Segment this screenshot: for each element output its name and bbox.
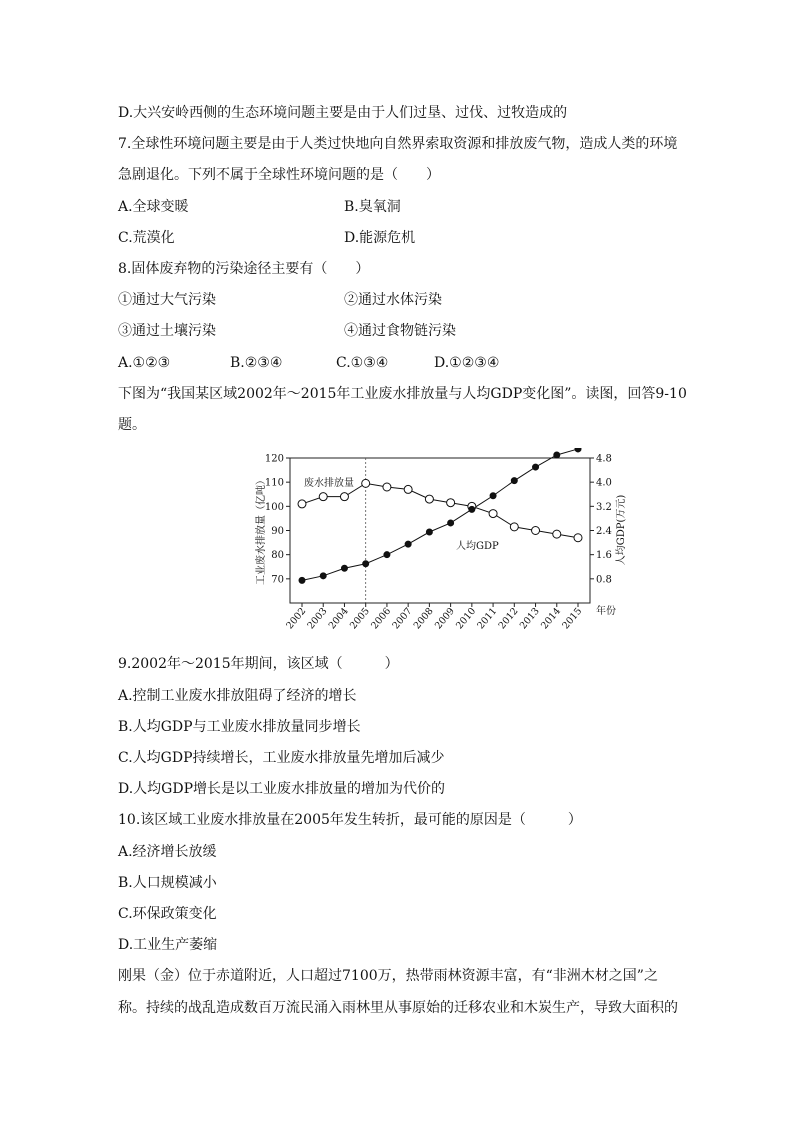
y-right-tick-label: 4.8	[596, 453, 612, 465]
q7-stem-line2: 急剧退化。下列不属于全球性环境问题的是（ ）	[118, 167, 440, 183]
gdp-point	[554, 452, 560, 458]
gdp-point	[405, 541, 411, 547]
q10-option-b: B.人口规模减小	[118, 875, 217, 891]
gdp-point	[299, 577, 305, 583]
y-left-tick-label: 110	[264, 477, 284, 489]
wastewater-point	[574, 534, 582, 542]
x-tick-label: 2004	[326, 605, 351, 632]
gdp-point	[533, 464, 539, 470]
q10-option-a: A.经济增长放缓	[118, 844, 217, 860]
y-left-tick-label: 120	[264, 453, 284, 465]
y-right-axis-label: 人均GDP(万元)	[616, 494, 627, 566]
y-left-axis-label: 工业废水排放量（亿吨）	[256, 475, 267, 585]
wastewater-point	[298, 500, 306, 508]
gdp-point	[575, 448, 581, 452]
wastewater-point	[425, 495, 433, 503]
x-tick-label: 2003	[305, 605, 330, 632]
q8-option-a: A.①②③	[118, 355, 171, 371]
x-tick-label: 2005	[348, 605, 372, 632]
gdp-point	[363, 561, 369, 567]
gdp-point	[384, 552, 390, 558]
q10-option-c: C.环保政策变化	[118, 906, 217, 922]
gdp-point	[320, 573, 326, 579]
y-right-tick-label: 3.2	[596, 501, 612, 513]
q9-option-c: C.人均GDP持续增长，工业废水排放量先增加后减少	[118, 750, 445, 766]
wastewater-point	[447, 499, 455, 507]
gdp-point	[469, 506, 475, 512]
x-tick-label: 2006	[369, 605, 394, 632]
intro-line2: 题。	[118, 417, 146, 433]
wastewater-point	[489, 510, 497, 518]
series-label-gdp: 人均GDP	[456, 541, 499, 552]
gdp-point	[341, 565, 347, 571]
q8-stem: 8.固体废弃物的污染途径主要有（ ）	[118, 261, 370, 277]
y-right-tick-label: 1.6	[596, 550, 612, 562]
gdp-point	[490, 493, 496, 499]
x-tick-label: 2011	[475, 605, 500, 632]
x-tick-label: 2008	[411, 605, 436, 632]
y-right-tick-label: 2.4	[596, 526, 612, 537]
q10-option-d: D.工业生产萎缩	[118, 937, 218, 953]
q10-stem: 10.该区域工业废水排放量在2005年发生转折，最可能的原因是（ ）	[118, 812, 582, 828]
gdp-point	[511, 478, 517, 484]
y-right-tick-label: 0.8	[596, 574, 612, 586]
wastewater-point	[404, 485, 412, 493]
passage-line2: 称。持续的战乱造成数百万流民涌入雨林里从事原始的迁移农业和木炭生产，导致大面积的	[118, 1000, 678, 1016]
q8-item-3: ③通过土壤污染	[118, 323, 216, 339]
x-tick-label: 2007	[390, 605, 415, 632]
y-left-tick-label: 70	[271, 574, 284, 586]
q8-option-c: C.①③④	[336, 355, 389, 371]
wastewater-point	[510, 523, 518, 531]
x-tick-label: 2010	[454, 605, 479, 632]
q9-stem: 9.2002年～2015年期间，该区域（ ）	[118, 656, 399, 672]
wastewater-point	[532, 527, 540, 535]
q7-option-b: B.臭氧洞	[344, 199, 401, 215]
q8-option-d: D.①②③④	[434, 355, 500, 371]
q8-item-2: ②通过水体污染	[344, 292, 442, 308]
y-left-tick-label: 80	[271, 550, 284, 562]
q9-option-d: D.人均GDP增长是以工业废水排放量的增加为代价的	[118, 781, 446, 797]
q8-option-b: B.②③④	[230, 355, 283, 371]
intro-line1: 下图为“我国某区域2002年～2015年工业废水排放量与人均GDP变化图”。读图，回答9-10	[118, 386, 687, 402]
q7-option-d: D.能源危机	[344, 230, 416, 246]
wastewater-point	[319, 493, 327, 501]
q9-option-b: B.人均GDP与工业废水排放量同步增长	[118, 719, 361, 735]
x-tick-label: 2002	[284, 605, 309, 632]
wastewater-point	[340, 493, 348, 501]
q8-item-1: ①通过大气污染	[118, 292, 216, 308]
q6-option-d: D.大兴安岭西侧的生态环境问题主要是由于人们过垦、过伐、过牧造成的	[118, 105, 568, 121]
y-right-tick-label: 4.0	[596, 477, 612, 489]
x-axis-label: 年份	[596, 606, 616, 617]
q8-item-4: ④通过食物链污染	[344, 323, 456, 339]
q7-option-c: C.荒漠化	[118, 230, 175, 246]
wastewater-point	[383, 483, 391, 491]
y-left-tick-label: 90	[271, 526, 284, 537]
x-tick-label: 2014	[539, 605, 564, 632]
wastewater-point	[553, 530, 561, 538]
q9-option-a: A.控制工业废水排放阻碍了经济的增长	[118, 688, 357, 704]
series-label-wastewater: 废水排放量	[304, 478, 354, 489]
gdp-point	[426, 529, 432, 535]
q7-option-a: A.全球变暖	[118, 199, 189, 215]
q7-stem-line1: 7.全球性环境问题主要是由于人类过快地向自然界索取资源和排放废气物，造成人类的环境	[118, 136, 678, 152]
wastewater-gdp-chart	[250, 448, 630, 638]
passage-line1: 刚果（金）位于赤道附近，人口超过7100万，热带雨林资源丰富，有“非洲木材之国”之	[118, 968, 658, 984]
y-left-tick-label: 100	[264, 501, 284, 513]
x-tick-label: 2013	[517, 605, 542, 632]
x-tick-label: 2015	[560, 605, 585, 632]
gdp-point	[448, 520, 454, 526]
x-tick-label: 2009	[432, 605, 457, 632]
x-tick-label: 2012	[496, 605, 521, 632]
wastewater-point	[362, 479, 370, 487]
